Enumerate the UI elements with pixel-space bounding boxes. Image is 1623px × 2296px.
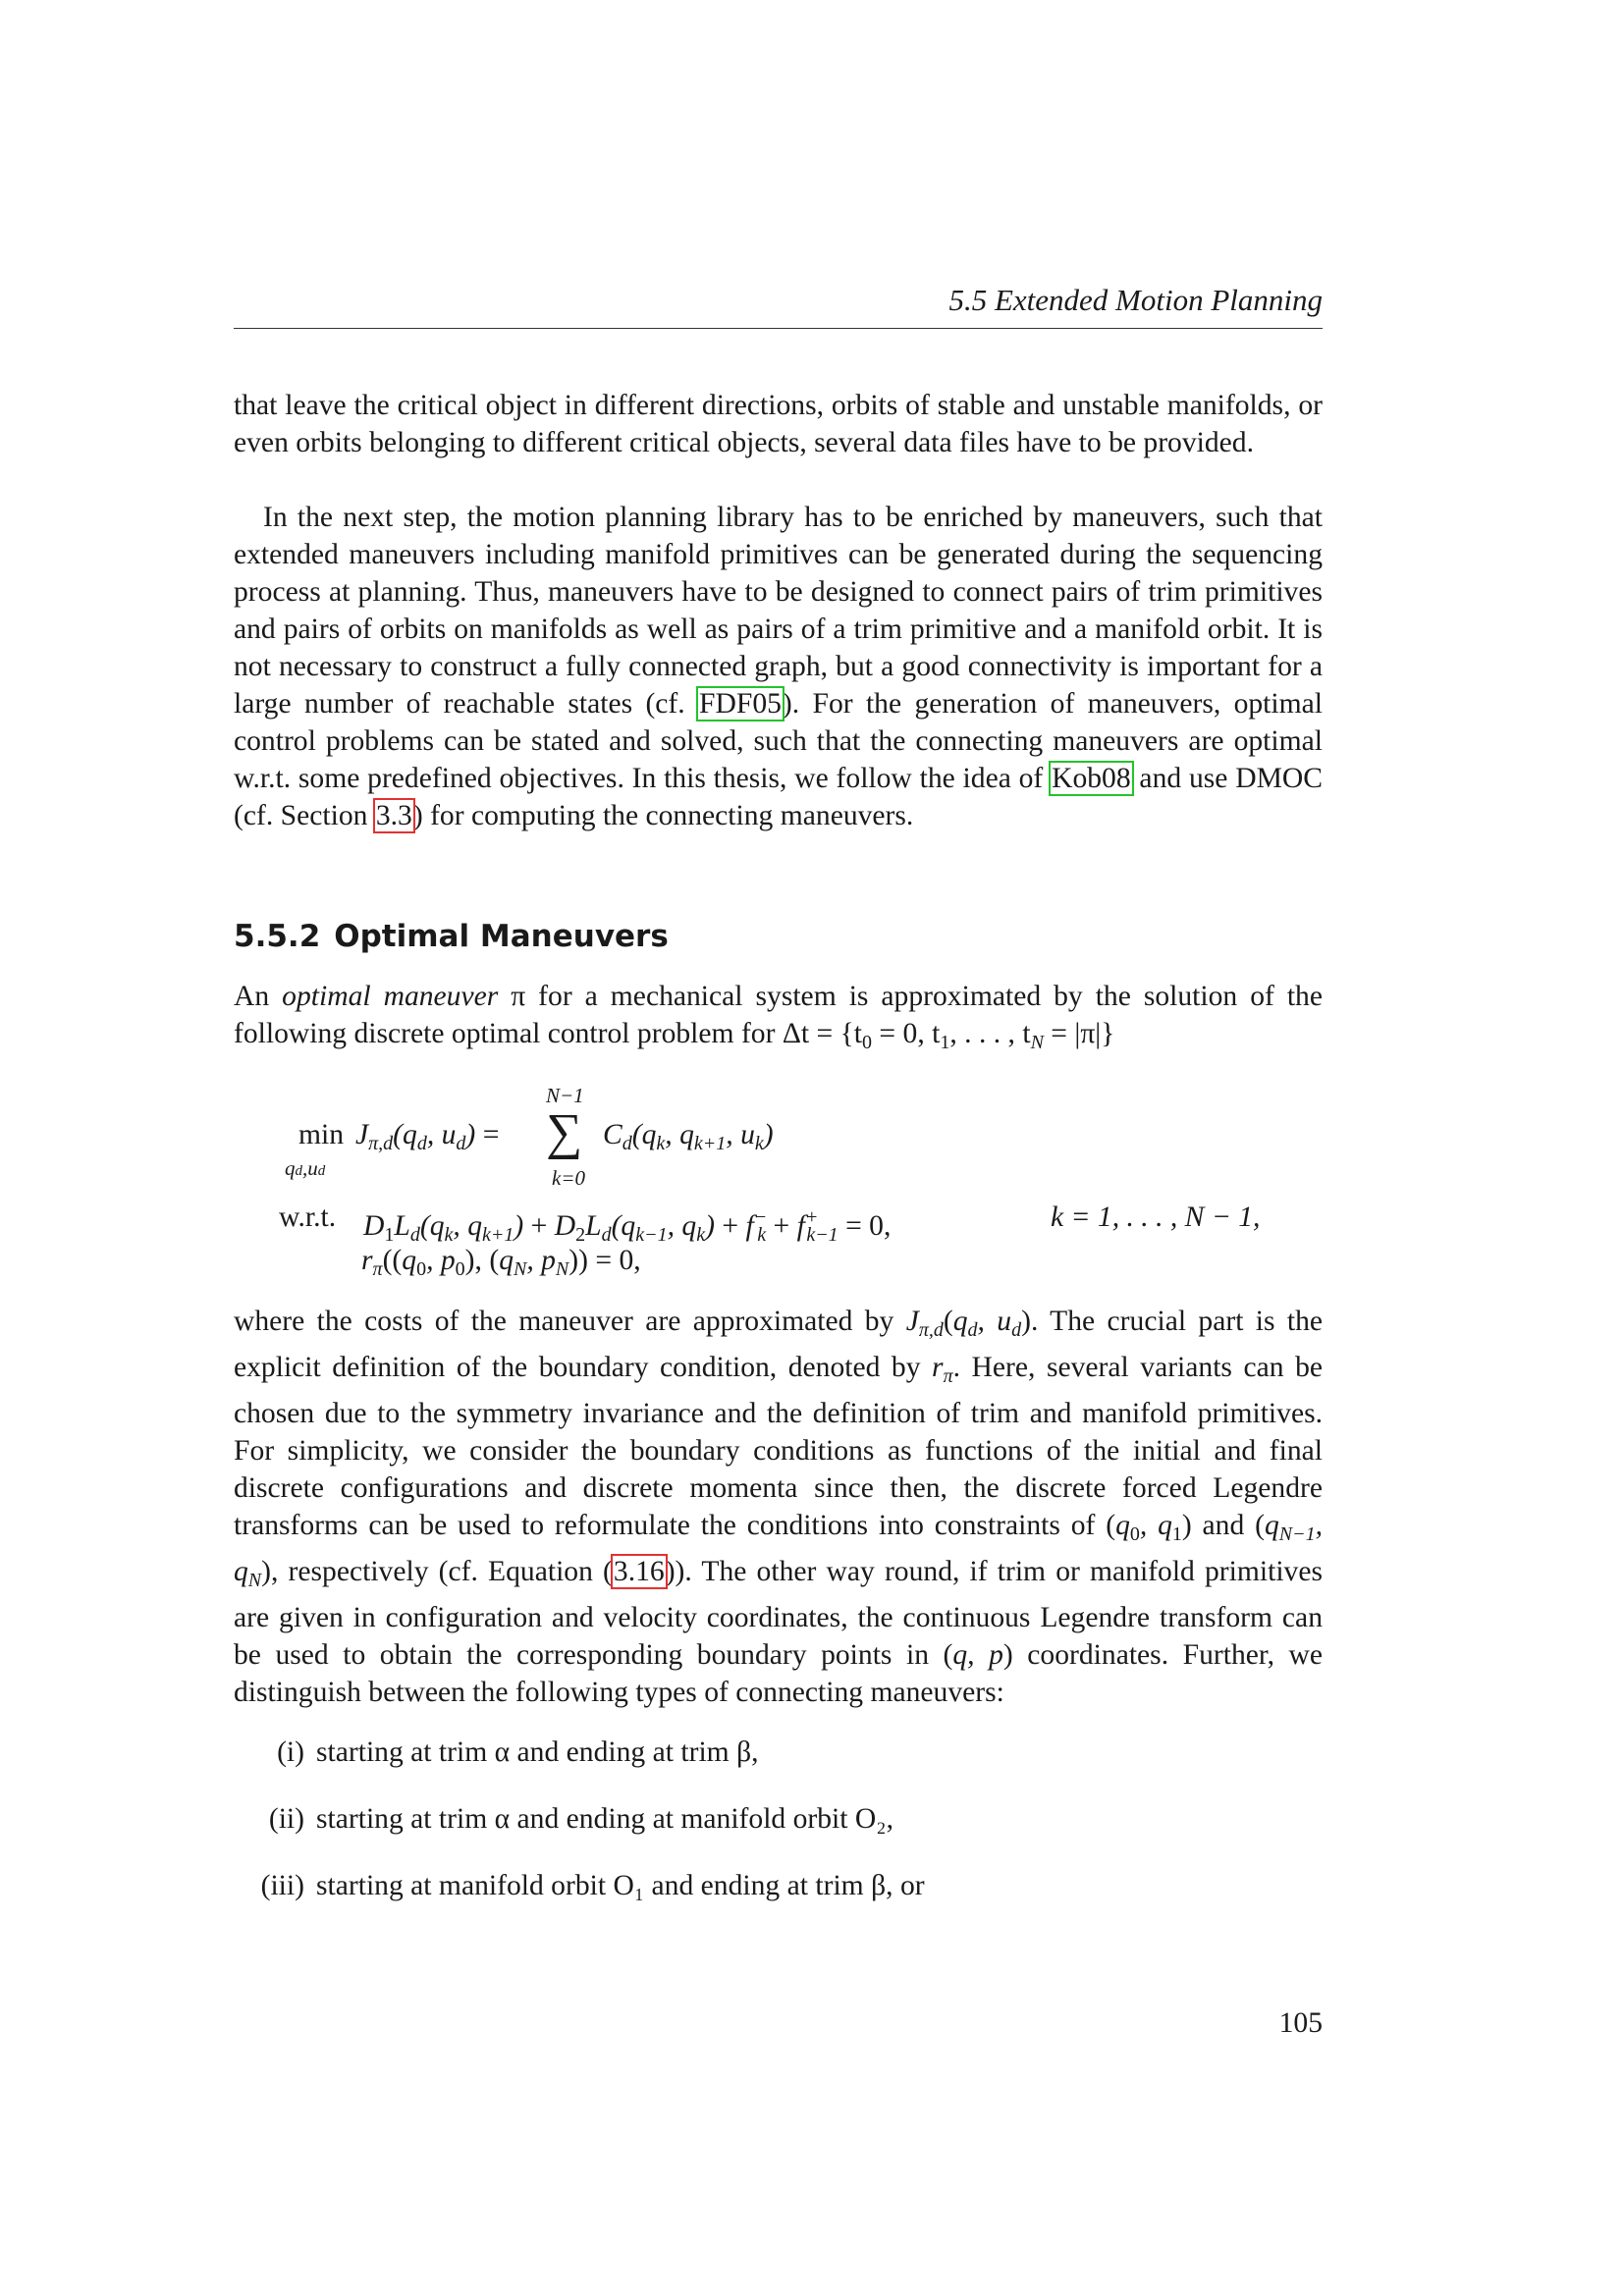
list-item bbox=[234, 1734, 1323, 1771]
paragraph-text: In the next step, the motion planning library has to be enriched by maneuvers, such that extended maneuvers including manifold primitives can be generated during the sequencing process at planning. Thus, maneuvers have to be designed to connect pairs of trim primitives and pairs of orbits on manifolds as well as pairs of a trim primitive and a manifold orbit. It is not necessary to construct a fully connected graph, but a good connectivity is important for a large number of reachable states (cf. bbox=[234, 502, 1323, 720]
min-operator: min bbox=[298, 1119, 345, 1150]
cost-term: $C_d(q_k$, $q_{k+1}$, $u_k$) bbox=[603, 1119, 774, 1154]
paragraph-text: )). The other way round, if trim or manifold primitives are given in configuration and velocity coordinates, the continuous Legendre transform can be used to obtain the corresponding boundary points in bbox=[234, 1556, 1324, 1671]
paragraph-motion-planning bbox=[234, 499, 1323, 834]
min-subscript: qd,ud bbox=[285, 1156, 326, 1180]
list-item-label: (ii) bbox=[268, 1803, 304, 1835]
list-item-text: starting at trim α and ending at trim β, bbox=[316, 1736, 759, 1768]
section-title: Optimal Maneuvers bbox=[334, 919, 669, 954]
paragraph-text: = 0, t bbox=[872, 1018, 941, 1049]
paragraph-text: where the costs of the maneuver are approximated by bbox=[234, 1306, 906, 1337]
paragraph-text: An bbox=[234, 981, 283, 1012]
inline-math-boundary: $r_\pi$ bbox=[932, 1352, 953, 1387]
paragraph-text: and bbox=[1191, 1510, 1256, 1541]
emphasized-term: optimal maneuver bbox=[282, 981, 499, 1012]
paragraph-text: ) for computing the connecting maneuvers. bbox=[412, 800, 914, 831]
inline-math-q0q1: ($q_0$, $q_1$) bbox=[1106, 1510, 1192, 1545]
paragraph-continuation bbox=[234, 387, 1323, 461]
inline-math-qp: (q, p) bbox=[943, 1639, 1013, 1671]
list-item bbox=[234, 1800, 1323, 1838]
objective-functional: $J_{\pi,d}(q_d$, $u_d$) = bbox=[355, 1119, 500, 1154]
citation-link-kob08[interactable]: Kob08 bbox=[1052, 763, 1131, 794]
paragraph-text: , . . . , t bbox=[949, 1018, 1031, 1049]
dynamics-constraint: $D_1L_d(q_k$, $q_{k+1}) + D_2L_d(q_{k-1}$, $q_k) + f^-_k + f^+_{k-1} = 0$, bbox=[363, 1206, 892, 1246]
paragraph-text: coordinates. Further, we distinguish between the following types of connecting maneuvers: bbox=[234, 1639, 1323, 1708]
paragraph-boundary-conditions bbox=[234, 1303, 1323, 1711]
list-item-label: (iii) bbox=[260, 1870, 304, 1901]
paragraph-text: . The crucial part is the explicit definition of the boundary condition, denoted by bbox=[234, 1306, 1324, 1383]
paragraph-text: , respectively (cf. Equation ( bbox=[271, 1556, 613, 1587]
list-item-text: starting at manifold orbit O₁ and ending at trim β, or bbox=[316, 1870, 925, 1901]
boundary-condition: $r_\pi((q_0$, $p_0$), ($q_N$, $p_N)) = 0$, bbox=[361, 1245, 641, 1280]
running-header: 5.5 Extended Motion Planning bbox=[948, 283, 1323, 317]
paragraph-text: and use DMOC (cf. Section bbox=[234, 763, 1323, 831]
section-heading bbox=[234, 917, 669, 956]
objective-line bbox=[298, 1117, 344, 1152]
section-number: 5.5.2 bbox=[234, 919, 321, 954]
constraint-index-range: k = 1, . . . , N − 1, bbox=[1051, 1201, 1261, 1233]
paragraph-optimal-maneuver: An optimal maneuver π for a mechanical system is approximated by the solution of the following discrete optimal control problem for $\Delta t = \{t_0 = 0$, $t_1$, . . . , $t_N = |\pi|$} bbox=[234, 981, 1323, 1053]
paragraph-text: ). For the generation of maneuvers, optimal control problems can be stated and solved, such that the connecting maneuvers are optimal w.r.t. some predefined objectives. In this thesis, we follow the idea of bbox=[234, 688, 1324, 794]
paragraph-text: that leave the critical object in different directions, orbits of stable and unstable manifolds, or even orbits belonging to different critical objects, several data files have to be provided. bbox=[234, 390, 1323, 458]
inline-math-qn: ($q_{N-1}$, $q_N$) bbox=[234, 1510, 1324, 1591]
equation-ref-link[interactable]: 3.16 bbox=[613, 1556, 665, 1587]
sum-lower-limit: k=0 bbox=[552, 1166, 585, 1190]
list-item-label: (i) bbox=[277, 1736, 304, 1768]
optimal-control-equation bbox=[234, 1078, 1323, 1294]
section-ref-link[interactable]: 3.3 bbox=[375, 800, 412, 831]
paragraph-text: π for a mechanical system is approximated by the solution of the following discrete optimal control problem for Δt = {t bbox=[234, 981, 1323, 1049]
page-number: 105 bbox=[1278, 2007, 1323, 2039]
sum-symbol: ∑ bbox=[546, 1104, 583, 1160]
inline-math-cost: $J_{\pi,d}(q_d$, $u_d$) bbox=[905, 1306, 1031, 1341]
sum-upper-limit: N−1 bbox=[546, 1084, 584, 1107]
wrt-label: w.r.t. bbox=[279, 1201, 337, 1233]
citation-link-fdf05[interactable]: FDF05 bbox=[699, 688, 782, 720]
list-item-text: starting at trim α and ending at manifold orbit O₂, bbox=[316, 1803, 893, 1835]
paragraph-text: . Here, several variants can be chosen due to the symmetry invariance and the definition of trim and manifold primitives. For simplicity, we consider the boundary conditions as functions of the initial and final discrete configurations and discrete momenta since then, the discrete forced Legendre transforms can be used to reformulate the conditions into constraints of bbox=[234, 1352, 1323, 1541]
header-rule bbox=[234, 328, 1323, 329]
list-item bbox=[234, 1867, 1323, 1904]
paragraph-text: = |π|} bbox=[1043, 1018, 1115, 1049]
